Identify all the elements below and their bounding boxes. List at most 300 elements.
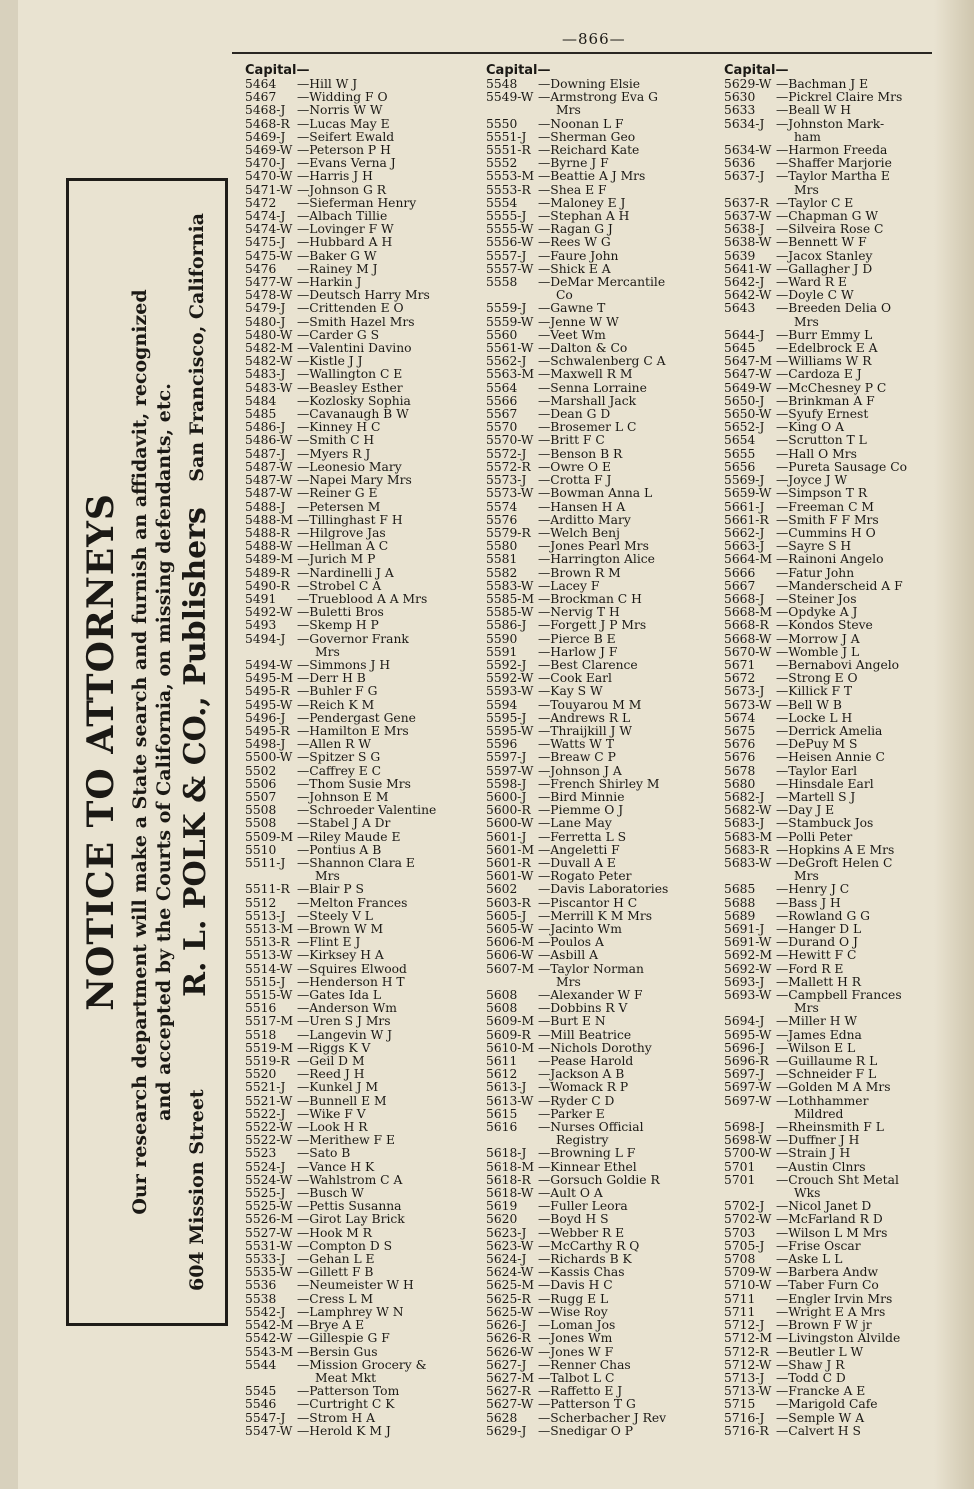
phone-number: 5563-M	[486, 367, 535, 382]
subscriber-name: —McChesney P C	[776, 380, 887, 395]
phone-number: 5637-J	[724, 169, 765, 184]
subscriber-name: —Ryder C D	[538, 1093, 615, 1108]
subscriber-name: —Harmon Freeda	[776, 143, 888, 158]
phone-number: 5495-M	[245, 671, 294, 686]
phone-number: 5601-W	[486, 869, 534, 884]
phone-number: 5668-W	[724, 631, 772, 646]
phone-number: 5636	[724, 156, 756, 171]
phone-number: 5713-J	[724, 1370, 765, 1385]
notice-body-line-1: Our research department will make a State search and furnish an affidavit, recognized	[129, 289, 151, 1215]
subscriber-name: —Lacey F	[538, 578, 600, 593]
phone-number: 5662-J	[724, 525, 765, 540]
phone-number: 5693-J	[724, 974, 765, 989]
subscriber-name: —Kinnear Ethel	[538, 1159, 637, 1174]
phone-number: 5551-J	[486, 129, 527, 144]
subscriber-name: —Schneider F L	[776, 1067, 877, 1082]
phone-number: 5643	[724, 301, 756, 316]
directory-entry	[724, 170, 956, 183]
subscriber-name: —Carder G S	[297, 327, 380, 342]
subscriber-name: —Napei Mary Mrs	[297, 473, 412, 488]
phone-number: 5495-R	[245, 723, 290, 738]
phone-number: 5633	[724, 103, 756, 118]
subscriber-name: —Rugg E L	[538, 1291, 609, 1306]
column-header: Capital—	[245, 63, 310, 78]
phone-number: 5626-W	[486, 1344, 534, 1359]
subscriber-name: —Harrington Alice	[538, 552, 655, 567]
phone-number: 5606-W	[486, 948, 534, 963]
phone-number: 5566	[486, 393, 518, 408]
subscriber-name: —Williams W R	[776, 354, 872, 369]
phone-number: 5513-M	[245, 922, 294, 936]
phone-number: 5516	[245, 1001, 277, 1016]
subscriber-name: —Hilgrove Jas	[297, 525, 386, 540]
phone-number: 5676	[724, 737, 756, 752]
subscriber-name: —Marshall Jack	[538, 393, 637, 408]
phone-number: 5623-J	[486, 1225, 527, 1240]
phone-number: 5701	[724, 1159, 756, 1174]
phone-number: 5650-J	[724, 393, 765, 408]
phone-number: 5464	[245, 77, 277, 91]
subscriber-name-continued: Mrs	[794, 314, 819, 329]
subscriber-name: —Fatur John	[776, 565, 855, 580]
phone-number: 5570-W	[486, 433, 534, 448]
subscriber-name: —Wahlstrom C A	[297, 1172, 403, 1187]
subscriber-name: —Schroeder Valentine	[297, 803, 437, 818]
subscriber-name: —Strom H A	[297, 1410, 376, 1425]
phone-number: 5593-W	[486, 684, 534, 699]
subscriber-name-continued: Mrs	[556, 974, 581, 989]
subscriber-name: —Taylor Martha E	[776, 169, 890, 184]
phone-number: 5592-W	[486, 671, 534, 686]
subscriber-name: —Faure John	[538, 248, 619, 263]
phone-number: 5661-R	[724, 512, 769, 527]
phone-number: 5696-J	[724, 1040, 765, 1055]
phone-number: 5495-R	[245, 684, 290, 699]
phone-number: 5511-J	[245, 855, 286, 870]
subscriber-name: —Buletti Bros	[297, 605, 384, 620]
phone-number: 5691-W	[724, 935, 772, 950]
notice-rotated-content	[72, 187, 222, 1317]
column-header: Capital—	[486, 63, 551, 78]
directory-column-1	[245, 64, 477, 1438]
phone-number: 5480-W	[245, 327, 293, 342]
phone-number: 5488-J	[245, 499, 286, 514]
phone-number: 5629-W	[724, 77, 772, 91]
phone-number: 5579-R	[486, 525, 531, 540]
phone-number: 5488-R	[245, 525, 290, 540]
subscriber-name: —Aske L L	[776, 1252, 843, 1267]
subscriber-name: —Brosemer L C	[538, 420, 637, 435]
subscriber-name-continued: ham	[794, 129, 821, 144]
phone-number: 5668-J	[724, 591, 765, 606]
notice-box	[66, 178, 228, 1326]
phone-number: 5515-J	[245, 974, 286, 989]
phone-number: 5585-M	[486, 591, 535, 606]
phone-number: 5682-W	[724, 803, 772, 818]
phone-number: 5601-J	[486, 829, 527, 844]
phone-number: 5491	[245, 591, 277, 606]
phone-number: 5508	[245, 816, 277, 831]
subscriber-name: —DePuy M S	[776, 737, 858, 752]
phone-number: 5692-W	[724, 961, 772, 976]
directory-entry	[724, 857, 956, 870]
phone-number: 5580	[486, 539, 518, 554]
phone-number: 5518	[245, 1027, 277, 1042]
subscriber-name: —Dalton & Co	[538, 341, 628, 356]
subscriber-name-continued: Mrs	[556, 103, 581, 118]
phone-number: 5522-W	[245, 1120, 293, 1135]
subscriber-name: —Lovinger F W	[297, 222, 394, 237]
subscriber-name: —Harkin J	[297, 275, 362, 290]
phone-number: 5688	[724, 895, 756, 910]
phone-number: 5592-J	[486, 657, 527, 672]
phone-number: 5618-M	[486, 1159, 535, 1174]
subscriber-name: —Stabel J A Dr	[297, 816, 391, 831]
subscriber-name: —Pettis Susanna	[297, 1199, 402, 1214]
subscriber-name: —Myers R J	[297, 446, 371, 461]
subscriber-name: —Strain J H	[776, 1146, 851, 1161]
subscriber-name: —Ward R E	[776, 275, 848, 290]
subscriber-name: —Jacinto Wm	[538, 922, 622, 936]
subscriber-name: —Uren S J Mrs	[297, 1014, 391, 1029]
phone-number: 5603-R	[486, 895, 531, 910]
phone-number: 5626-R	[486, 1331, 531, 1346]
subscriber-name: —Seifert Ewald	[297, 129, 395, 144]
subscriber-name: —Skemp H P	[297, 618, 379, 633]
phone-number: 5638-J	[724, 222, 765, 237]
subscriber-name: —Richards B K	[538, 1252, 632, 1267]
subscriber-name: —Gawne T	[538, 301, 606, 316]
subscriber-name: —Morrow J A	[776, 631, 860, 646]
phone-number: 5522-J	[245, 1106, 286, 1121]
phone-number: 5472	[245, 195, 277, 210]
phone-number: 5490-R	[245, 578, 290, 593]
phone-number: 5602	[486, 882, 518, 897]
subscriber-name-continued: Registry	[556, 1133, 609, 1148]
subscriber-name: —Veet Wm	[538, 327, 606, 342]
phone-number: 5590	[486, 631, 518, 646]
subscriber-name: —Valentini Davino	[297, 341, 412, 356]
subscriber-name: —Brockman C H	[538, 591, 642, 606]
subscriber-name: —Reich K M	[297, 697, 375, 712]
phone-number: 5508	[245, 803, 277, 818]
phone-number: 5558	[486, 275, 518, 290]
phone-number: 5500-W	[245, 750, 293, 765]
subscriber-name: —Armstrong Eva G	[538, 90, 658, 105]
phone-number: 5470-J	[245, 156, 286, 171]
phone-number: 5712-R	[724, 1344, 769, 1359]
subscriber-name: —McFarland R D	[776, 1212, 883, 1227]
phone-number: 5531-W	[245, 1238, 293, 1253]
phone-number: 5494-J	[245, 631, 286, 646]
phone-number: 5573-J	[486, 473, 527, 488]
subscriber-name: —Gates Ida L	[297, 988, 382, 1003]
phone-number: 5628	[486, 1410, 518, 1425]
phone-number: 5641-W	[724, 261, 772, 276]
phone-number: 5480-J	[245, 314, 286, 329]
subscriber-name: —Bell W B	[776, 697, 842, 712]
phone-number: 5683-M	[724, 829, 773, 844]
subscriber-name: —Norris W W	[297, 103, 383, 118]
subscriber-name: —Syufy Ernest	[776, 407, 869, 422]
subscriber-name: —Scherbacher J Rev	[538, 1410, 667, 1425]
subscriber-name: —Pickrel Claire Mrs	[776, 90, 903, 105]
phone-number: 5647-M	[724, 354, 773, 369]
subscriber-name: —Rees W G	[538, 235, 611, 250]
subscriber-name: —Byrne J F	[538, 156, 609, 171]
subscriber-name: —Kassis Chas	[538, 1265, 625, 1280]
subscriber-name: —Heisen Annie C	[776, 750, 885, 765]
subscriber-name: —Maxwell R M	[538, 367, 633, 382]
phone-number: 5487-W	[245, 486, 293, 501]
phone-number: 5585-W	[486, 605, 534, 620]
subscriber-name: —Anderson Wm	[297, 1001, 397, 1016]
phone-number: 5608	[486, 1001, 518, 1016]
subscriber-name: —Cress L M	[297, 1291, 374, 1306]
subscriber-name: —Lucas May E	[297, 116, 390, 131]
phone-number: 5557-W	[486, 261, 534, 276]
phone-number: 5615	[486, 1106, 518, 1121]
subscriber-name: —Flint E J	[297, 935, 361, 950]
phone-number: 5655	[724, 446, 756, 461]
subscriber-name: —Golden M A Mrs	[776, 1080, 891, 1095]
directory-column-2	[486, 64, 718, 1438]
subscriber-name: —Silveira Rose C	[776, 222, 884, 237]
phone-number: 5702-W	[724, 1212, 772, 1227]
phone-number: 5623-W	[486, 1238, 534, 1253]
phone-number: 5474-W	[245, 222, 293, 237]
subscriber-name: —Harris J H	[297, 169, 373, 184]
subscriber-name: —Crouch Sht Metal	[776, 1172, 899, 1187]
phone-number: 5512	[245, 895, 277, 910]
phone-number: 5691-J	[724, 922, 765, 936]
phone-number: 5513-W	[245, 948, 293, 963]
phone-number: 5555-J	[486, 209, 527, 224]
subscriber-name: —Strong E O	[776, 671, 858, 686]
phone-number: 5542-W	[245, 1331, 293, 1346]
subscriber-name: —Stambuck Jos	[776, 816, 874, 831]
phone-number: 5629-J	[486, 1423, 527, 1438]
subscriber-name: —Shaffer Marjorie	[776, 156, 892, 171]
subscriber-name: —Opdyke A J	[776, 605, 858, 620]
phone-number: 5482-M	[245, 341, 294, 356]
subscriber-name: —Jacox Stanley	[776, 248, 873, 263]
subscriber-name: —Womble J L	[776, 644, 860, 659]
phone-number: 5697-J	[724, 1067, 765, 1082]
phone-number: 5557-J	[486, 248, 527, 263]
phone-number: 5625-M	[486, 1278, 535, 1293]
phone-number: 5697-W	[724, 1093, 772, 1108]
subscriber-name: —Curtright C K	[297, 1397, 395, 1412]
subscriber-name: —Nervig T H	[538, 605, 620, 620]
phone-number: 5511-R	[245, 882, 290, 897]
subscriber-name: —Simpson T R	[776, 486, 868, 501]
subscriber-name: —Jones Pearl Mrs	[538, 539, 649, 554]
phone-number: 5513-J	[245, 908, 286, 923]
subscriber-name: —Doyle C W	[776, 288, 854, 303]
subscriber-name: —Scrutton T L	[776, 433, 867, 448]
subscriber-name: —Breeden Delia O	[776, 301, 892, 316]
subscriber-name: —Piscantor H C	[538, 895, 638, 910]
phone-number: 5608	[486, 988, 518, 1003]
subscriber-name: —Crotta F J	[538, 473, 612, 488]
phone-number: 5637-R	[724, 195, 769, 210]
subscriber-name: —Guillaume R L	[776, 1054, 878, 1069]
subscriber-name: —Pierce B E	[538, 631, 616, 646]
subscriber-name: —Hall O Mrs	[776, 446, 857, 461]
subscriber-name: —Beattie A J Mrs	[538, 169, 646, 184]
phone-number: 5598-J	[486, 776, 527, 791]
phone-number: 5517-M	[245, 1014, 294, 1029]
phone-number: 5663-J	[724, 539, 765, 554]
phone-number: 5678	[724, 763, 756, 778]
subscriber-name: —Poulos A	[538, 935, 604, 950]
subscriber-name: —Dobbins R V	[538, 1001, 628, 1016]
subscriber-name: —Brye A E	[297, 1318, 365, 1333]
notice-title: NOTICE TO ATTORNEYS	[80, 493, 122, 1011]
subscriber-name: —Bowman Anna L	[538, 486, 653, 501]
subscriber-name: —Touyarou M M	[538, 697, 642, 712]
subscriber-name: —Beasley Esther	[297, 380, 403, 395]
phone-number: 5495-W	[245, 697, 293, 712]
subscriber-name: —Gorsuch Goldie R	[538, 1172, 660, 1187]
phone-number: 5695-W	[724, 1027, 772, 1042]
phone-number: 5489-R	[245, 565, 290, 580]
subscriber-name: —Spitzer S G	[297, 750, 381, 765]
phone-number: 5696-R	[724, 1054, 769, 1069]
phone-number: 5683-W	[724, 855, 772, 870]
subscriber-name: —Langevin W J	[297, 1027, 393, 1042]
subscriber-name: —Barbera Andw	[776, 1265, 879, 1280]
subscriber-name: —Jones Wm	[538, 1331, 613, 1346]
subscriber-name: —Thraijkill J W	[538, 723, 633, 738]
phone-number: 5562-J	[486, 354, 527, 369]
subscriber-name: —Neumeister W H	[297, 1278, 414, 1293]
phone-number: 5487-W	[245, 459, 293, 474]
subscriber-name: —Womack R P	[538, 1080, 629, 1095]
phone-number: 5715	[724, 1397, 756, 1412]
subscriber-name: —Engler Irvin Mrs	[776, 1291, 893, 1306]
phone-number: 5542-J	[245, 1304, 286, 1319]
phone-number: 5698-J	[724, 1120, 765, 1135]
subscriber-name: —Hinsdale Earl	[776, 776, 874, 791]
subscriber-name: —Owre O E	[538, 459, 611, 474]
subscriber-name: —Reiner G E	[297, 486, 378, 501]
subscriber-name: —Boyd H S	[538, 1212, 609, 1227]
subscriber-name: —Look H R	[297, 1120, 368, 1135]
subscriber-name: —Gehan L E	[297, 1252, 375, 1267]
column-entries	[245, 78, 477, 1438]
subscriber-name: —Harlow J F	[538, 644, 618, 659]
subscriber-name: —Wike F V	[297, 1106, 366, 1121]
phone-number: 5613-W	[486, 1093, 534, 1108]
phone-number: 5488-W	[245, 539, 293, 554]
subscriber-name: —Pease Harold	[538, 1054, 634, 1069]
phone-number: 5693-W	[724, 988, 772, 1003]
phone-number: 5521-W	[245, 1093, 293, 1108]
subscriber-name: —Dean G D	[538, 407, 611, 422]
subscriber-name: —Herold K M J	[297, 1423, 391, 1438]
subscriber-name: —Wise Roy	[538, 1304, 608, 1319]
phone-number: 5485	[245, 407, 277, 422]
phone-number: 5544	[245, 1357, 277, 1372]
phone-number: 5716-J	[724, 1410, 765, 1425]
subscriber-name: —Day J E	[776, 803, 835, 818]
phone-number: 5630	[724, 90, 756, 105]
phone-number: 5533-J	[245, 1252, 286, 1267]
subscriber-name: —Nichols Dorothy	[538, 1040, 652, 1055]
subscriber-name: —Shaw J R	[776, 1357, 845, 1372]
subscriber-name: —Johnson G R	[297, 182, 387, 197]
subscriber-name: —Ault O A	[538, 1186, 603, 1201]
subscriber-name: —Bass J H	[776, 895, 841, 910]
phone-number: 5526-M	[245, 1212, 294, 1227]
subscriber-name: —Hellman A C	[297, 539, 389, 554]
subscriber-name: —Polli Peter	[776, 829, 853, 844]
subscriber-name: —Parker E	[538, 1106, 605, 1121]
subscriber-name: —Wilson L M Mrs	[776, 1225, 888, 1240]
phone-number: 5560	[486, 327, 518, 342]
subscriber-name: —Bennett W F	[776, 235, 867, 250]
phone-number: 5572-J	[486, 446, 527, 461]
phone-number: 5506	[245, 776, 277, 791]
subscriber-name: —Rogato Peter	[538, 869, 632, 884]
phone-number: 5673-W	[724, 697, 772, 712]
subscriber-name: —Britt F C	[538, 433, 605, 448]
subscriber-name: —Ferretta L S	[538, 829, 627, 844]
directory-entry	[486, 1425, 718, 1438]
subscriber-name: —Evans Verna J	[297, 156, 396, 171]
phone-number: 5494-W	[245, 657, 293, 672]
subscriber-name: —Mill Beatrice	[538, 1027, 632, 1042]
subscriber-name: —Freeman C M	[776, 499, 874, 514]
phone-number: 5519-R	[245, 1054, 290, 1069]
notice-address: 604 Mission Street	[186, 1089, 208, 1291]
phone-number: 5682-J	[724, 789, 765, 804]
subscriber-name: —Patterson Tom	[297, 1384, 400, 1399]
subscriber-name: —Merithew F E	[297, 1133, 395, 1148]
phone-number: 5538	[245, 1291, 277, 1306]
phone-number: 5496-J	[245, 710, 286, 725]
subscriber-name: —Hewitt F C	[776, 948, 857, 963]
phone-number: 5591	[486, 644, 518, 659]
subscriber-name: —Vance H K	[297, 1159, 375, 1174]
subscriber-name: —Rainoni Angelo	[776, 552, 884, 567]
subscriber-name: —Arditto Mary	[538, 512, 631, 527]
subscriber-name: —Hanger D L	[776, 922, 862, 936]
subscriber-name: —Chapman G W	[776, 209, 879, 224]
phone-number: 5601-M	[486, 842, 535, 857]
page-spine	[0, 0, 18, 1489]
subscriber-name: —Burt E N	[538, 1014, 606, 1029]
phone-number: 5559-W	[486, 314, 534, 329]
subscriber-name: —Brown F W jr	[776, 1318, 872, 1333]
subscriber-name: —Taylor Earl	[776, 763, 858, 778]
phone-number: 5607-M	[486, 961, 535, 976]
phone-number: 5661-J	[724, 499, 765, 514]
phone-number: 5595-W	[486, 723, 534, 738]
phone-number: 5638-W	[724, 235, 772, 250]
subscriber-name: —Davis Laboratories	[538, 882, 669, 897]
subscriber-name: —Kay S W	[538, 684, 603, 699]
phone-number: 5625-W	[486, 1304, 534, 1319]
subscriber-name: —Hopkins A E Mrs	[776, 842, 895, 857]
subscriber-name: —Andrews R L	[538, 710, 631, 725]
subscriber-name: —Raffetto E J	[538, 1384, 623, 1399]
phone-number: 5609-M	[486, 1014, 535, 1029]
subscriber-name: —Frise Oscar	[776, 1238, 861, 1253]
phone-number: 5683-R	[724, 842, 769, 857]
